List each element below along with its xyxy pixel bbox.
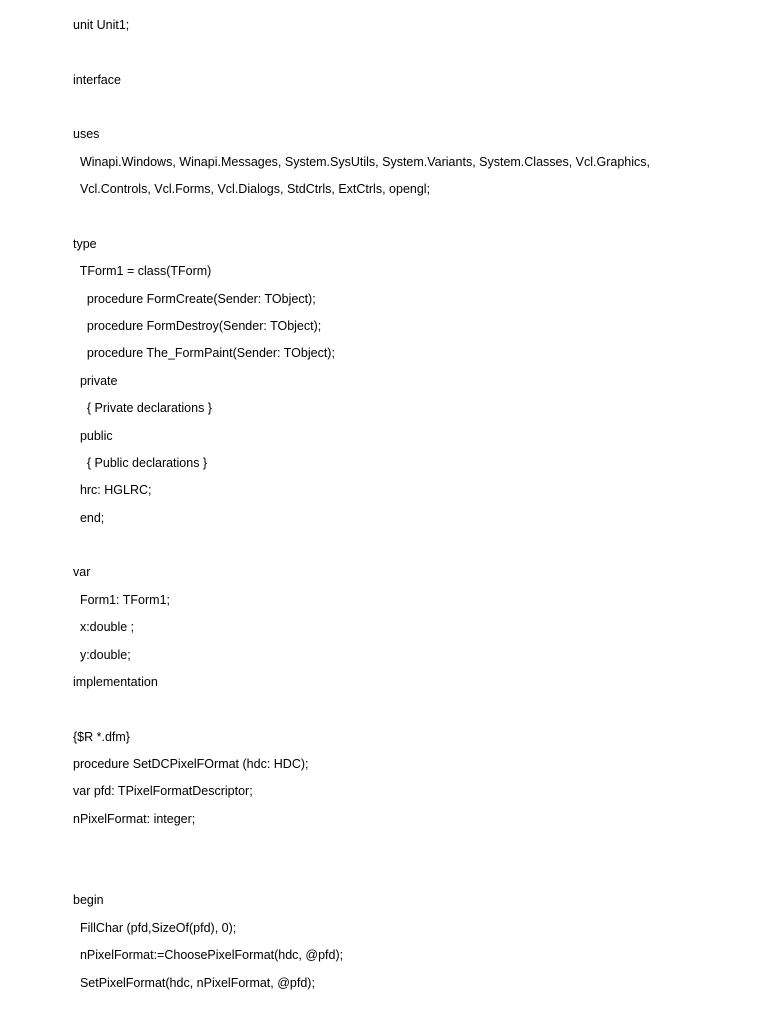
code-line: { Public declarations } [73,456,208,470]
code-line: SetPixelFormat(hdc, nPixelFormat, @pfd); [73,976,315,990]
code-line: Vcl.Controls, Vcl.Forms, Vcl.Dialogs, StdCtrls, ExtCtrls, opengl; [73,182,431,196]
code-line: TForm1 = class(TForm) [73,264,212,278]
code-line: private [73,374,118,388]
code-line: begin [73,893,104,907]
code-line: hrc: HGLRC; [73,483,152,497]
code-line: unit Unit1; [73,18,130,32]
code-line: implementation [73,675,158,689]
code-line: x:double ; [73,620,135,634]
code-line: nPixelFormat:=ChoosePixelFormat(hdc, @pfd); [73,948,344,962]
code-line: end; [73,511,105,525]
code-line: procedure The_FormPaint(Sender: TObject); [73,346,335,360]
code-line: type [73,237,97,251]
code-line: y:double; [73,648,131,662]
code-line: nPixelFormat: integer; [73,812,196,826]
code-line: uses [73,127,100,141]
code-line: Form1: TForm1; [73,593,171,607]
code-line: Winapi.Windows, Winapi.Messages, System.SysUtils, System.Variants, System.Classes, Vcl.Graphics, [73,155,651,169]
code-line: { Private declarations } [73,401,212,415]
code-line: procedure FormCreate(Sender: TObject); [73,292,316,306]
code-line: interface [73,73,121,87]
code-line: {$R *.dfm} [73,730,130,744]
code-line: FillChar (pfd,SizeOf(pfd), 0); [73,921,237,935]
code-line: var [73,565,91,579]
code-line: procedure SetDCPixelFOrmat (hdc: HDC); [73,757,309,771]
code-line: procedure FormDestroy(Sender: TObject); [73,319,322,333]
code-line: var pfd: TPixelFormatDescriptor; [73,784,253,798]
code-line: public [73,429,113,443]
